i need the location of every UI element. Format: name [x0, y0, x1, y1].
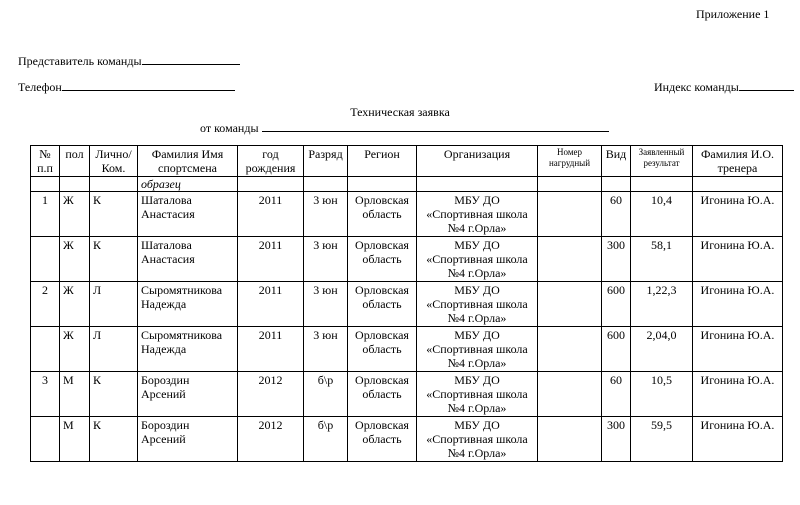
phone-line [18, 79, 235, 94]
phone-blank [62, 79, 235, 91]
cell-type: Л [90, 327, 138, 372]
representative-blank [142, 53, 240, 65]
cell-rank: 3 юн [304, 237, 348, 282]
cell-result: 58,1 [631, 237, 693, 282]
column-header-event: Вид [602, 146, 631, 177]
cell-year: 2011 [238, 237, 304, 282]
cell-result: 10,5 [631, 372, 693, 417]
application-table [30, 145, 783, 462]
cell-result: 2,04,0 [631, 327, 693, 372]
cell-year: 2011 [238, 192, 304, 237]
cell-bib [538, 327, 602, 372]
cell-num: 3 [31, 372, 60, 417]
cell-year: 2011 [238, 282, 304, 327]
cell-name: Бороздин Арсений [138, 417, 238, 462]
cell-name: Сыромятникова Надежда [138, 327, 238, 372]
appendix-label: Приложение 1 [696, 7, 770, 21]
table-row [31, 282, 783, 327]
cell-name: Сыромятникова Надежда [138, 282, 238, 327]
cell-rank: 3 юн [304, 327, 348, 372]
cell-result: 1,22,3 [631, 282, 693, 327]
phone-label: Телефон [18, 80, 62, 94]
document-title: Техническая заявка [350, 105, 450, 119]
cell-event: 60 [602, 192, 631, 237]
cell-region: Орловская область [348, 417, 417, 462]
column-header-org: Организация [417, 146, 538, 177]
cell-year: 2012 [238, 417, 304, 462]
cell-sex: Ж [60, 237, 90, 282]
cell-type: К [90, 192, 138, 237]
cell-bib [538, 372, 602, 417]
table-row [31, 417, 783, 462]
cell-sex: Ж [60, 192, 90, 237]
table-row [31, 192, 783, 237]
cell-bib [538, 237, 602, 282]
cell-region: Орловская область [348, 282, 417, 327]
cell-coach: Игонина Ю.А. [693, 417, 783, 462]
cell-sex: Ж [60, 327, 90, 372]
cell-name: Шаталова Анастасия [138, 237, 238, 282]
cell-bib [538, 282, 602, 327]
cell-type: К [90, 417, 138, 462]
from-team-label: от команды [200, 121, 259, 135]
column-header-region: Регион [348, 146, 417, 177]
cell-num: 2 [31, 282, 60, 327]
representative-label: Представитель команды [18, 54, 142, 68]
column-header-result: Заявленный результат [631, 146, 693, 177]
cell-num [31, 417, 60, 462]
team-index-label: Индекс команды [654, 80, 739, 94]
team-index-line [654, 79, 794, 94]
cell-rank: 3 юн [304, 192, 348, 237]
cell-event: 600 [602, 327, 631, 372]
cell-org: МБУ ДО «Спортивная школа №4 г.Орла» [417, 192, 538, 237]
cell-event: 300 [602, 237, 631, 282]
from-team-line [200, 120, 609, 135]
cell-type: Л [90, 282, 138, 327]
column-header-num: № п.п [31, 146, 60, 177]
cell-sex: Ж [60, 282, 90, 327]
cell-coach: Игонина Ю.А. [693, 237, 783, 282]
cell-org: МБУ ДО «Спортивная школа №4 г.Орла» [417, 237, 538, 282]
column-header-name: Фамилия Имя спортсмена [138, 146, 238, 177]
table-row [31, 327, 783, 372]
column-header-year: год рождения [238, 146, 304, 177]
cell-result: 10,4 [631, 192, 693, 237]
cell-region: Орловская область [348, 192, 417, 237]
cell-org: МБУ ДО «Спортивная школа №4 г.Орла» [417, 282, 538, 327]
table-row [31, 237, 783, 282]
cell-type: К [90, 237, 138, 282]
column-header-bib: Номер нагрудный [538, 146, 602, 177]
cell-coach: Игонина Ю.А. [693, 282, 783, 327]
sample-label: образец [138, 177, 238, 192]
cell-rank: б\р [304, 372, 348, 417]
cell-org: МБУ ДО «Спортивная школа №4 г.Орла» [417, 417, 538, 462]
cell-region: Орловская область [348, 237, 417, 282]
cell-bib [538, 417, 602, 462]
column-header-sex: пол [60, 146, 90, 177]
cell-event: 300 [602, 417, 631, 462]
cell-name: Шаталова Анастасия [138, 192, 238, 237]
cell-year: 2011 [238, 327, 304, 372]
sample-row [31, 177, 783, 192]
cell-org: МБУ ДО «Спортивная школа №4 г.Орла» [417, 372, 538, 417]
cell-region: Орловская область [348, 372, 417, 417]
cell-event: 60 [602, 372, 631, 417]
column-header-coach: Фамилия И.О. тренера [693, 146, 783, 177]
cell-sex: М [60, 372, 90, 417]
cell-bib [538, 192, 602, 237]
cell-rank: 3 юн [304, 282, 348, 327]
cell-coach: Игонина Ю.А. [693, 192, 783, 237]
cell-num [31, 327, 60, 372]
cell-event: 600 [602, 282, 631, 327]
table-row [31, 372, 783, 417]
cell-org: МБУ ДО «Спортивная школа №4 г.Орла» [417, 327, 538, 372]
column-header-type: Лично/ Ком. [90, 146, 138, 177]
cell-num [31, 237, 60, 282]
cell-sex: М [60, 417, 90, 462]
cell-type: К [90, 372, 138, 417]
cell-num: 1 [31, 192, 60, 237]
table-header-row [31, 146, 783, 177]
team-index-blank [739, 79, 794, 91]
from-team-blank [262, 120, 609, 132]
cell-rank: б\р [304, 417, 348, 462]
cell-result: 59,5 [631, 417, 693, 462]
representative-line [18, 53, 240, 68]
cell-region: Орловская область [348, 327, 417, 372]
cell-name: Бороздин Арсений [138, 372, 238, 417]
cell-year: 2012 [238, 372, 304, 417]
cell-coach: Игонина Ю.А. [693, 327, 783, 372]
column-header-rank: Разряд [304, 146, 348, 177]
cell-coach: Игонина Ю.А. [693, 372, 783, 417]
